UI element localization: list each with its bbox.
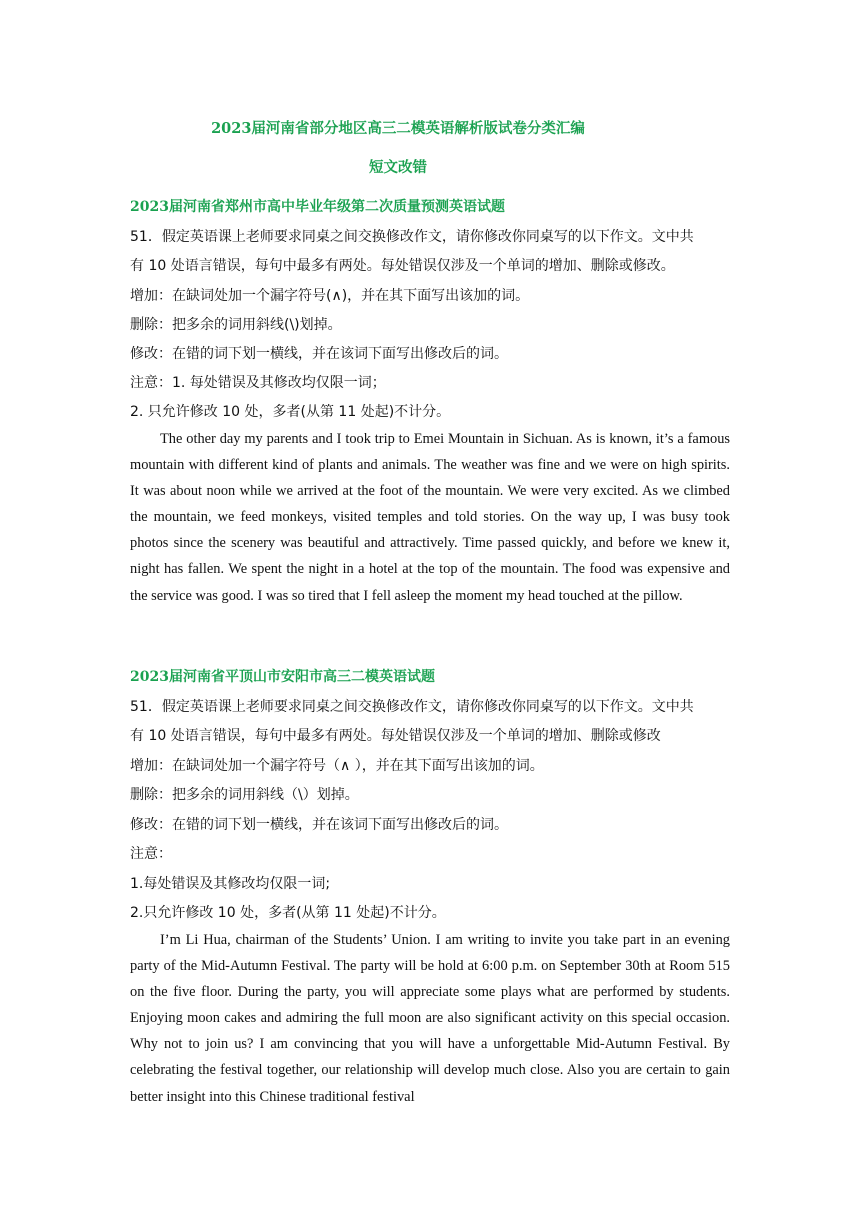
instruction-line: 1.每处错误及其修改均仅限一词; [130,876,331,892]
instruction-line: 注意：1. 每处错误及其修改均仅限一词； [130,375,386,391]
instruction-line: 有 10 处语言错误，每句中最多有两处。每处错误仅涉及一个单词的增加、删除或修改。 [130,258,675,274]
document-title: 2023届河南省部分地区高三二模英语解析版试卷分类汇编 [211,120,585,137]
instruction-line: 删除：把多余的词用斜线(\)划掉。 [130,317,342,333]
document-subtitle: 短文改错 [369,159,427,176]
instruction-line: 2. 只允许修改 10 处，多者(从第 11 处起)不计分。 [130,404,451,420]
instruction-line: 2.只允许修改 10 处，多者(从第 11 处起)不计分。 [130,905,446,921]
passage-text: I’m Li Hua, chairman of the Students’ Union. I am writing to invite you take part in an evening party of the Mid-Autumn Festival. The party will be hold at 6:00 p.m. on September 30th at Room 515 on the five floor. During the party, you will appreciate some plays what are performed by students. Enjoying moon cakes and admiring the full moon are also significant activity on this special occasion. Why not to join us? I am convincing that you will have a unforgettable Mid-Autumn Festival. By celebrating the festival together, our relationship will develop much close. Also you are certain to gain better insight into this Chinese traditional festival [130,932,730,1105]
instruction-line: 51．假定英语课上老师要求同桌之间交换修改作文，请你修改你同桌写的以下作文。文中共 [130,229,694,245]
instruction-line: 增加：在缺词处加一个漏字符号（∧ ），并在其下面写出该加的词。 [130,758,544,774]
section-heading: 2023届河南省平顶山市安阳市高三二模英语试题 [130,669,435,685]
instruction-line: 51．假定英语课上老师要求同桌之间交换修改作文，请你修改你同桌写的以下作文。文中共 [130,699,694,715]
instruction-line: 有 10 处语言错误，每句中最多有两处。每处错误仅涉及一个单词的增加、删除或修改 [130,728,661,744]
instruction-line: 修改：在错的词下划一横线，并在该词下面写出修改后的词。 [130,346,508,362]
section-heading: 2023届河南省郑州市高中毕业年级第二次质量预测英语试题 [130,199,505,215]
passage-text: The other day my parents and I took trip to Emei Mountain in Sichuan. As is known, it’s a famous mountain with different kind of plants and animals. The weather was fine and we were on high spirits. It was about noon while we arrived at the foot of the mountain. We were very excited. As we climbed the mountain, we feed monkeys, visited temples and told stories. On the way up, I was busy took photos since the scenery was beautiful and attractively. Time passed quickly, and before we knew it, night has fallen. We spent the night in a hotel at the top of the mountain. The food was expensive and the service was good. I was so tired that I fell asleep the moment my head touched at the pillow. [130,431,730,604]
instruction-line: 注意： [130,846,172,862]
instruction-line: 增加：在缺词处加一个漏字符号(∧)，并在其下面写出该加的词。 [130,288,530,304]
instruction-line: 删除：把多余的词用斜线（\）划掉。 [130,787,359,803]
instruction-line: 修改：在错的词下划一横线，并在该词下面写出修改后的词。 [130,817,508,833]
